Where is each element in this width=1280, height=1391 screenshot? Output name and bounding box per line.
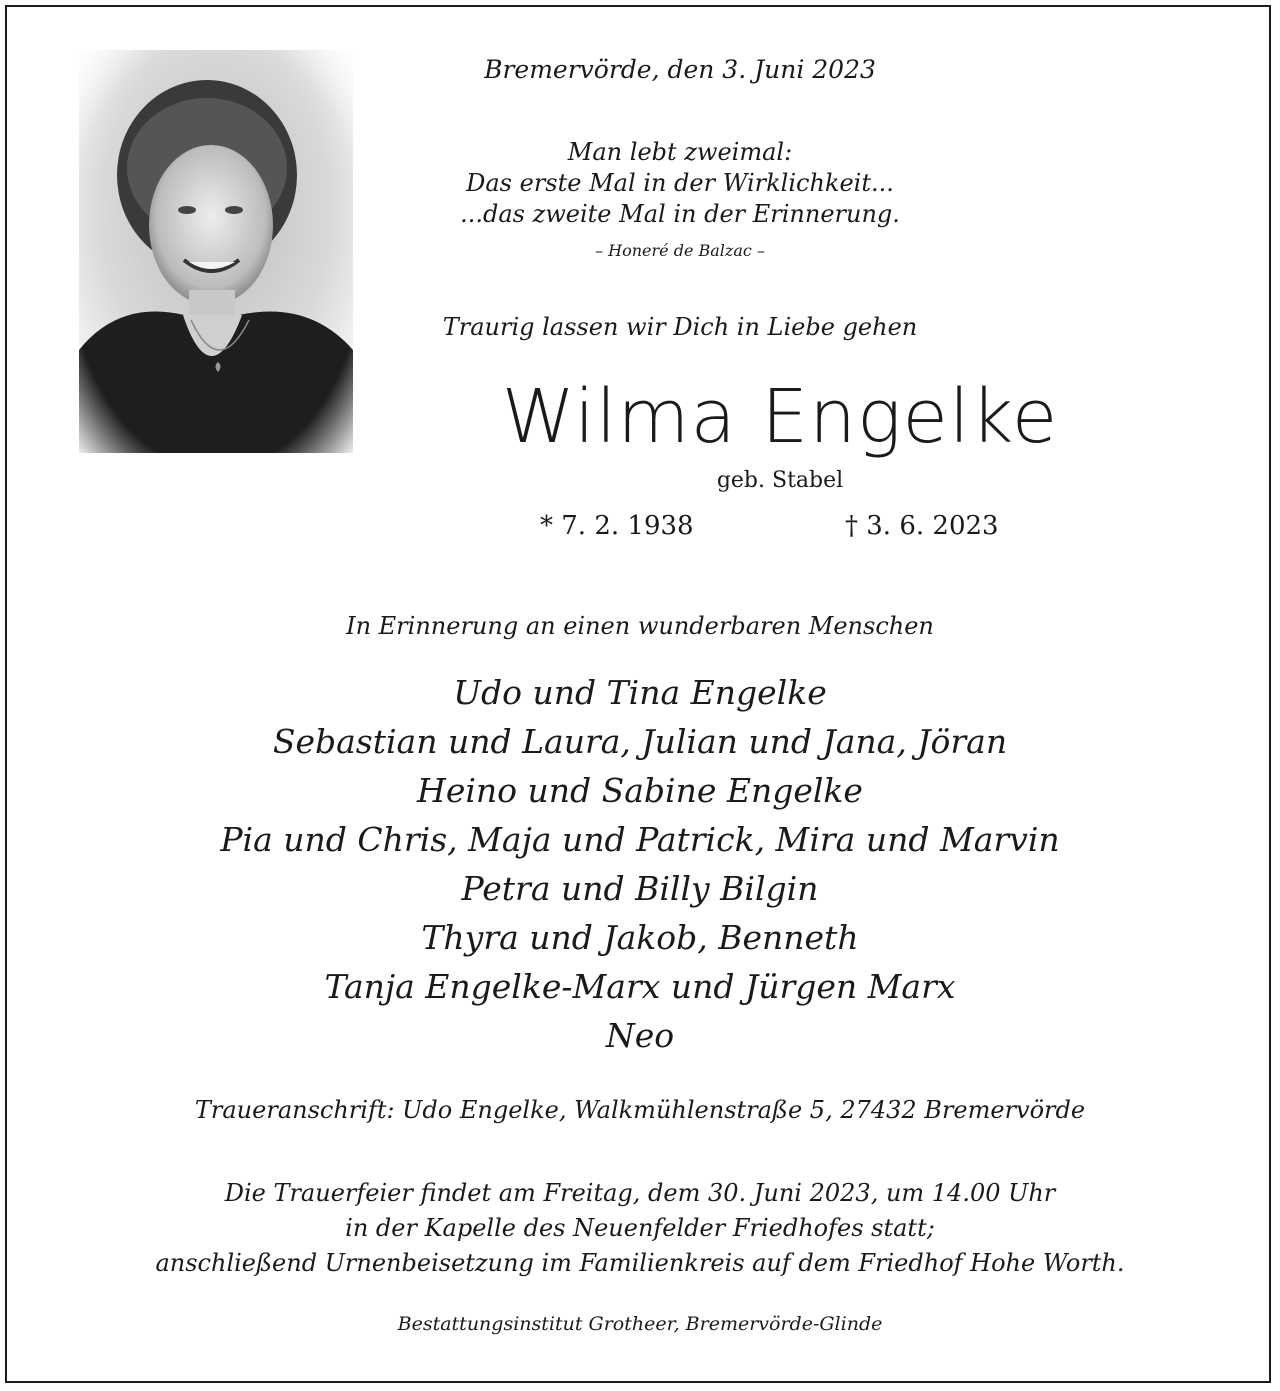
maiden-name: geb. Stabel [716,468,844,493]
deceased-name: Wilma Engelke [501,374,1059,460]
mourner-line: Neo [605,1016,675,1055]
memory-line: In Erinnerung an einen wunderbaren Menschen [346,612,934,640]
quote-line: ...das zweite Mal in der Erinnerung. [460,200,900,228]
death-date: † 3. 6. 2023 [845,511,999,541]
service-line: anschließend Urnenbeisetzung im Familienkreis auf dem Friedhof Hohe Worth. [155,1249,1125,1277]
funeral-service-info [40,1176,1240,1281]
quote-line: Das erste Mal in der Wirklichkeit... [466,169,894,197]
mourner-line: Sebastian und Laura, Julian und Jana, Jöran [272,722,1008,761]
service-line: Die Trauerfeier findet am Freitag, dem 30. Juni 2023, um 14.00 Uhr [224,1179,1056,1207]
mourner-line: Thyra und Jakob, Benneth [421,918,859,957]
undertaker: Bestattungsinstitut Grotheer, Bremervörde-Glinde [397,1313,883,1335]
mourner-line: Petra und Billy Bilgin [461,869,819,908]
portrait-photo [79,50,353,453]
quote-line: Man lebt zweimal: [567,138,793,166]
birth-date: * 7. 2. 1938 [540,511,694,541]
intro-text: Traurig lassen wir Dich in Liebe gehen [442,313,918,341]
mourner-line: Tanja Engelke-Marx und Jürgen Marx [324,967,956,1006]
mourner-line: Udo und Tina Engelke [453,673,827,712]
mourners-list [80,668,1200,1060]
place-date: Bremervörde, den 3. Juni 2023 [484,55,876,84]
mourning-address: Traueranschrift: Udo Engelke, Walkmühlenstraße 5, 27432 Bremervörde [194,1096,1086,1124]
quote [420,137,940,230]
mourner-line: Pia und Chris, Maja und Patrick, Mira und Marvin [220,820,1060,859]
service-line: in der Kapelle des Neuenfelder Friedhofes statt; [345,1214,935,1242]
mourner-line: Heino und Sabine Engelke [417,771,863,810]
quote-author: – Honeré de Balzac – [595,241,765,260]
